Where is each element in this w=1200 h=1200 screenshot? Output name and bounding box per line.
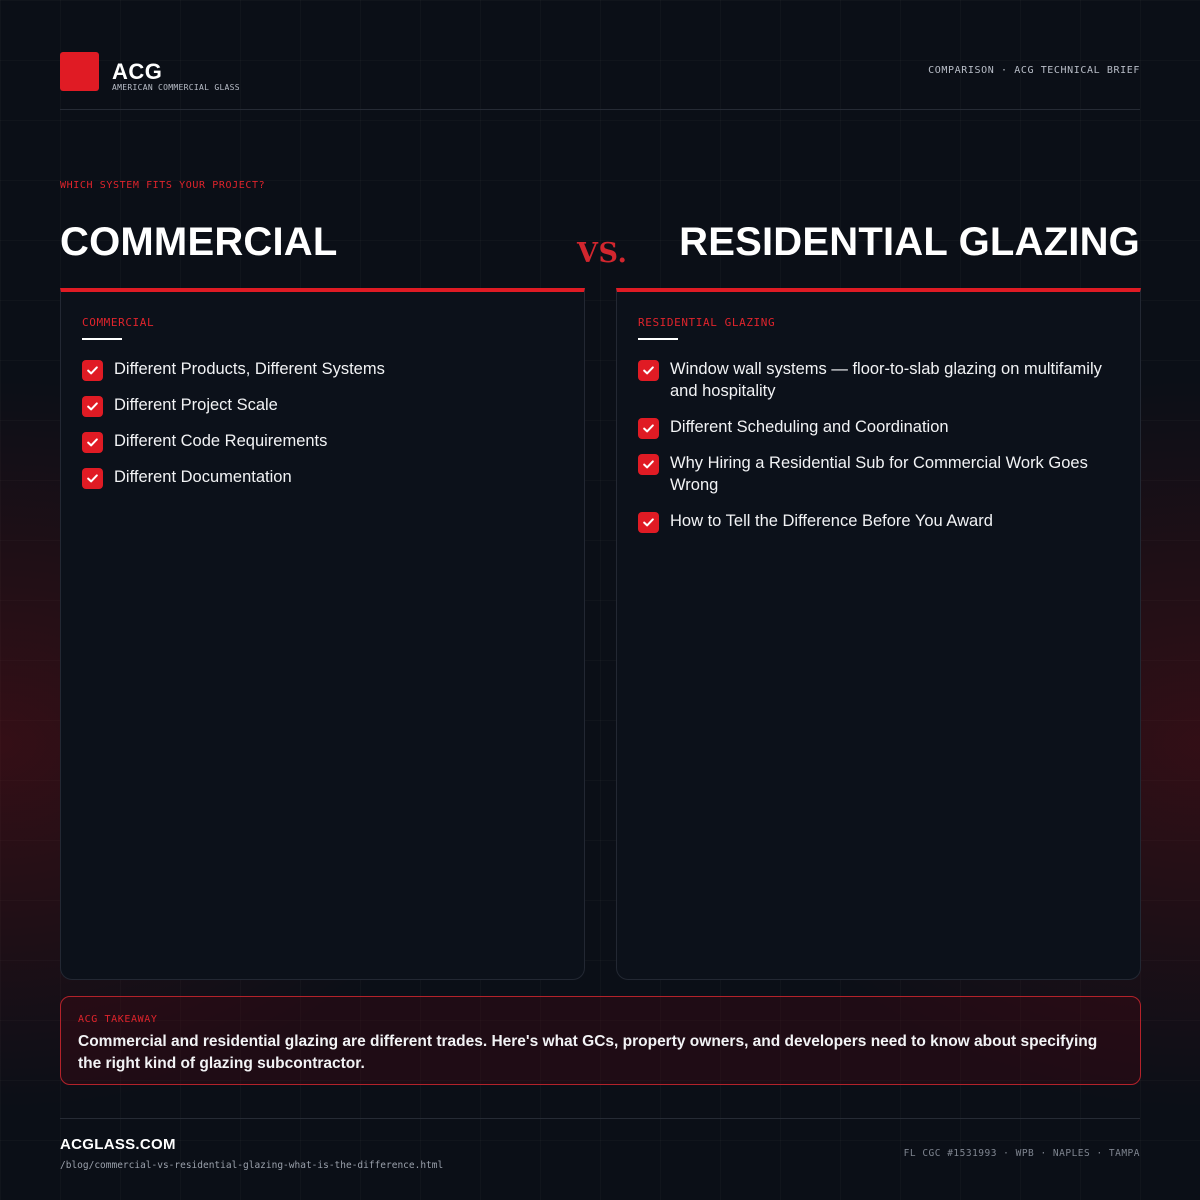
residential-panel	[616, 288, 1141, 980]
list-item-text: How to Tell the Difference Before You Award	[670, 512, 993, 530]
panel-divider	[638, 338, 678, 340]
takeaway-text: Commercial and residential glazing are different trades. Here's what GCs, property owners, and developers need to know about specifying the right kind of glazing subcontractor.	[78, 1033, 1098, 1072]
check-icon	[82, 468, 103, 489]
logo-mark	[60, 52, 99, 91]
logo-subtitle: AMERICAN COMMERCIAL GLASS	[112, 83, 240, 92]
page-path: /blog/commercial-vs-residential-glazing-what-is-the-difference.html	[60, 1160, 444, 1171]
commercial-panel	[60, 288, 585, 980]
license-info: FL CGC #1531993 · WPB · NAPLES · TAMPA	[903, 1148, 1140, 1159]
title-commercial: COMMERCIAL	[60, 220, 338, 264]
list-item-text: Different Documentation	[114, 468, 292, 486]
list-item-text: Window wall systems — floor-to-slab glazing on multifamily and hospitality	[670, 360, 1102, 400]
list-item-text: Why Hiring a Residential Sub for Commercial Work Goes Wrong	[670, 454, 1088, 494]
list-item	[638, 452, 1118, 496]
check-icon	[82, 432, 103, 453]
vs-label: VS.	[577, 238, 628, 269]
list-item-text: Different Project Scale	[114, 396, 278, 414]
list-item	[82, 430, 562, 452]
logo-name: ACG	[112, 59, 163, 84]
check-icon	[638, 360, 659, 381]
list-item	[82, 394, 562, 416]
list-item	[82, 466, 562, 488]
panel-label: RESIDENTIAL GLAZING	[638, 316, 776, 329]
list-item	[638, 358, 1118, 402]
header-tag: COMPARISON · ACG TECHNICAL BRIEF	[928, 65, 1140, 76]
check-icon	[82, 396, 103, 417]
list-item	[638, 416, 1118, 438]
panel-label: COMMERCIAL	[82, 316, 155, 329]
header	[60, 52, 1140, 110]
check-icon	[638, 454, 659, 475]
takeaway-label: ACG TAKEAWAY	[78, 1014, 158, 1025]
eyebrow: WHICH SYSTEM FITS YOUR PROJECT?	[60, 180, 266, 191]
check-icon	[638, 512, 659, 533]
check-icon	[638, 418, 659, 439]
list-item-text: Different Code Requirements	[114, 432, 328, 450]
list-item	[638, 510, 1118, 532]
takeaway-box	[60, 996, 1141, 1085]
panel-divider	[82, 338, 122, 340]
residential-list	[638, 358, 1118, 546]
list-item-text: Different Products, Different Systems	[114, 360, 385, 378]
check-icon	[82, 360, 103, 381]
site-link[interactable]: ACGLASS.COM	[60, 1136, 176, 1153]
commercial-list	[82, 358, 562, 502]
title-residential: RESIDENTIAL GLAZING	[679, 220, 1140, 264]
footer-divider	[60, 1118, 1140, 1119]
list-item	[82, 358, 562, 380]
list-item-text: Different Scheduling and Coordination	[670, 418, 949, 436]
